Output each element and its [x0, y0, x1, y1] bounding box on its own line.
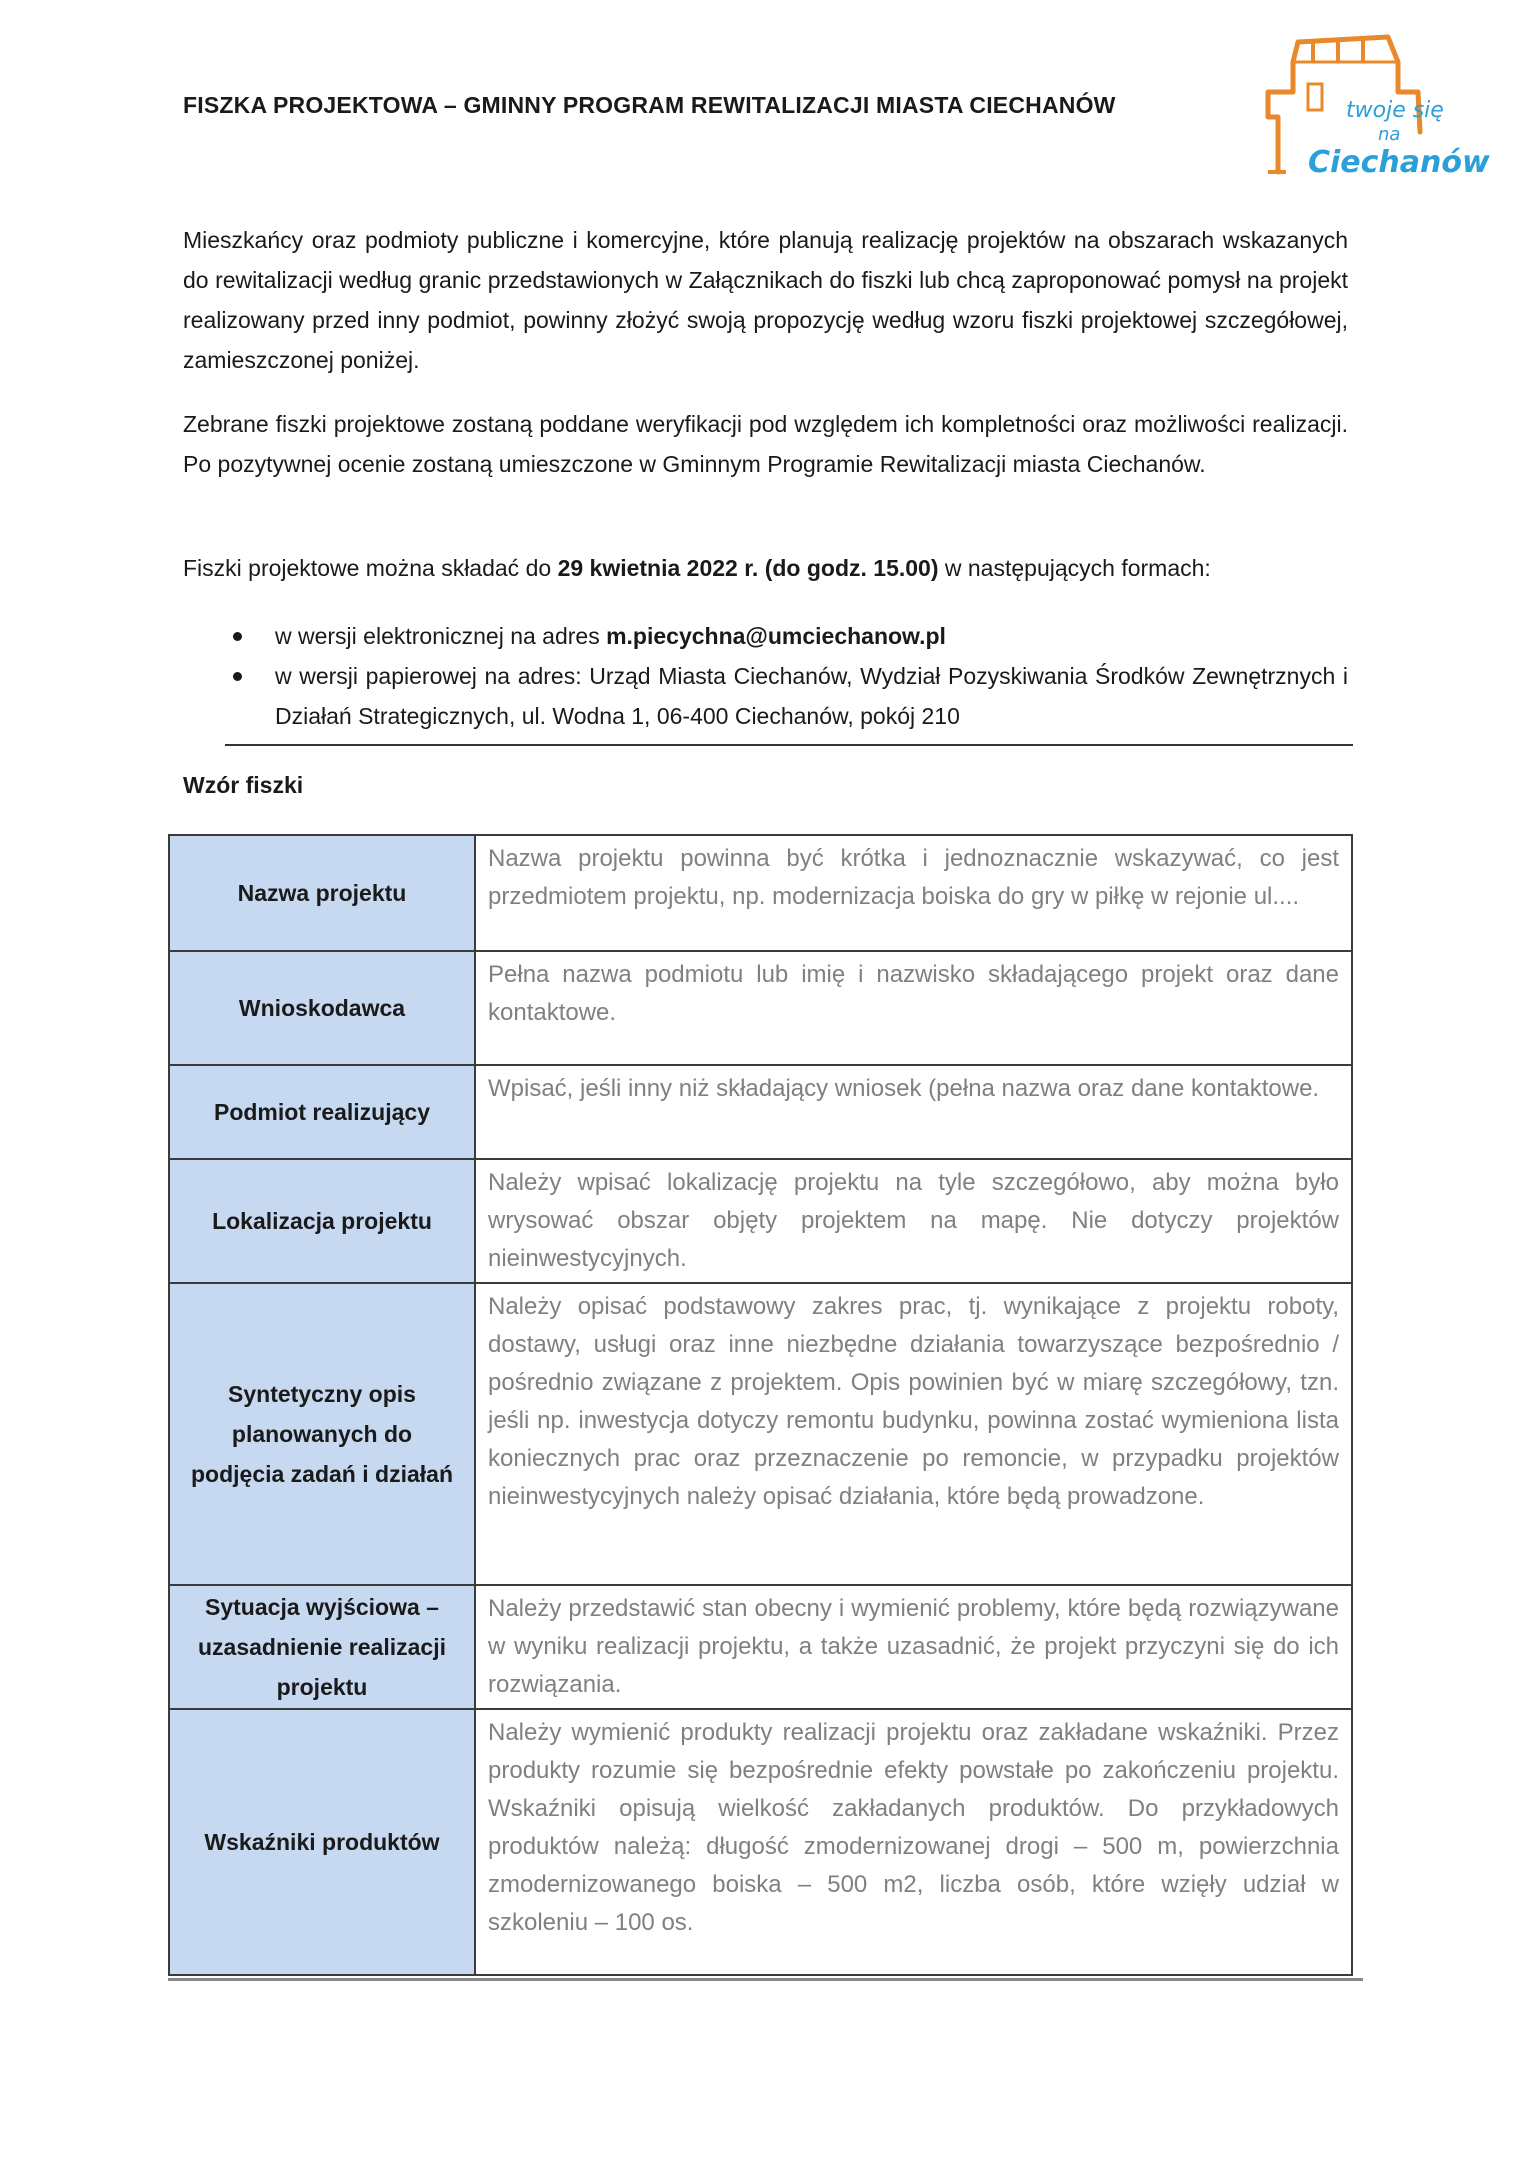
- submission-methods-list: [183, 616, 1348, 736]
- form-hint[interactable]: Nazwa projektu powinna być krótka i jednoznacznie wskazywać, co jest przedmiotem projektu, np. modernizacja boiska do gry w piłkę w rejonie ul....: [475, 835, 1352, 951]
- svg-text:twoje się: twoje się: [1346, 98, 1444, 123]
- form-hint[interactable]: Należy wpisać lokalizację projektu na tyle szczegółowo, aby można było wrysować obszar objęty projektem na mapę. Nie dotyczy projektów nieinwestycyjnych.: [475, 1159, 1352, 1283]
- bullet-icon: [233, 672, 242, 681]
- ciechanow-logo: [1238, 22, 1490, 192]
- deadline-suffix: w następujących formach:: [938, 555, 1211, 581]
- deadline-prefix: Fiszki projektowe można składać do: [183, 555, 558, 581]
- deadline-date: 29 kwietnia 2022 r. (do godz. 15.00): [557, 555, 939, 581]
- form-label: Sytuacja wyjściowa – uzasadnienie realizacji projektu: [169, 1585, 475, 1709]
- table-row: [169, 1709, 1352, 1975]
- table-row: [169, 1159, 1352, 1283]
- table-row: [169, 1283, 1352, 1585]
- template-heading: Wzór fiszki: [183, 772, 304, 798]
- divider: [225, 744, 1353, 746]
- form-hint[interactable]: Wpisać, jeśli inny niż składający wniosek (pełna nazwa oraz dane kontaktowe.: [475, 1065, 1352, 1159]
- table-row: [169, 1585, 1352, 1709]
- form-hint[interactable]: Należy opisać podstawowy zakres prac, tj. wynikające z projektu roboty, dostawy, usługi oraz inne niezbędne działania towarzyszące bezpośrednio / pośrednio związane z projektem. Opis powinien być w miarę szczegółowy, tzn. jeśli np. inwestycja dotyczy remontu budynku, powinna zostać wymieniona lista koniecznych prac oraz przeznaczenie po remoncie, w przypadku projektów nieinwestycyjnych należy opisać działania, które będą prowadzone.: [475, 1283, 1352, 1585]
- form-label: Wnioskodawca: [169, 951, 475, 1065]
- email-address[interactable]: m.piecychna@umciechanow.pl: [606, 623, 946, 649]
- form-hint[interactable]: Pełna nazwa podmiotu lub imię i nazwisko składającego projekt oraz dane kontaktowe.: [475, 951, 1352, 1065]
- castle-tower-icon: [1238, 22, 1490, 192]
- method-text: w wersji papierowej na adres: Urząd Miasta Ciechanów, Wydział Pozyskiwania Środków Zewnętrznych i Działań Strategicznych, ul. Wodna 1, 06-400 Ciechanów, pokój 210: [275, 663, 1348, 729]
- form-hint[interactable]: Należy przedstawić stan obecny i wymienić problemy, które będą rozwiązywane w wyniku realizacji projektu, a także uzasadnić, że projekt przyczyni się do ich rozwiązania.: [475, 1585, 1352, 1709]
- form-hint[interactable]: Należy wymienić produkty realizacji projektu oraz zakładane wskaźniki. Przez produkty rozumie się bezpośrednie efekty powstałe po zakończeniu projektu. Wskaźniki opisują wielkość zakładanych produktów. Do przykładowych produktów należą: długość zmodernizowanej drogi – 500 m, powierzchnia zmodernizowanego boiska – 500 m2, liczba osób, które wzięły udział w szkoleniu – 100 os.: [475, 1709, 1352, 1975]
- form-label: Lokalizacja projektu: [169, 1159, 475, 1283]
- deadline-paragraph: [183, 548, 1348, 588]
- divider: [168, 1978, 1363, 1981]
- table-row: [169, 1065, 1352, 1159]
- form-label: Nazwa projektu: [169, 835, 475, 951]
- project-form-table: [168, 834, 1353, 1976]
- table-row: [169, 951, 1352, 1065]
- bullet-icon: [233, 632, 242, 641]
- form-label: Podmiot realizujący: [169, 1065, 475, 1159]
- form-label: Wskaźniki produktów: [169, 1709, 475, 1975]
- form-label: Syntetyczny opis planowanych do podjęcia zadań i działań: [169, 1283, 475, 1585]
- list-item: [183, 616, 1348, 656]
- document-title: FISZKA PROJEKTOWA – GMINNY PROGRAM REWITALIZACJI MIASTA CIECHANÓW: [183, 92, 1116, 118]
- list-item: [183, 656, 1348, 736]
- method-text: w wersji elektronicznej na adres: [275, 623, 607, 649]
- verification-paragraph: Zebrane fiszki projektowe zostaną poddane weryfikacji pod względem ich kompletności oraz możliwości realizacji. Po pozytywnej ocenie zostaną umieszczone w Gminnym Programie Rewitalizacji miasta Ciechanów.: [183, 411, 1348, 477]
- svg-text:na: na: [1378, 124, 1401, 145]
- table-row: [169, 835, 1352, 951]
- svg-text:Ciechanów: Ciechanów: [1308, 145, 1490, 180]
- intro-paragraph: Mieszkańcy oraz podmioty publiczne i komercyjne, które planują realizację projektów na obszarach wskazanych do rewitalizacji według granic przedstawionych w Załącznikach do fiszki lub chcą zaproponować pomysł na projekt realizowany przed inny podmiot, powinny złożyć swoją propozycję według wzoru fiszki projektowej szczegółowej, zamieszczonej poniżej.: [183, 227, 1348, 373]
